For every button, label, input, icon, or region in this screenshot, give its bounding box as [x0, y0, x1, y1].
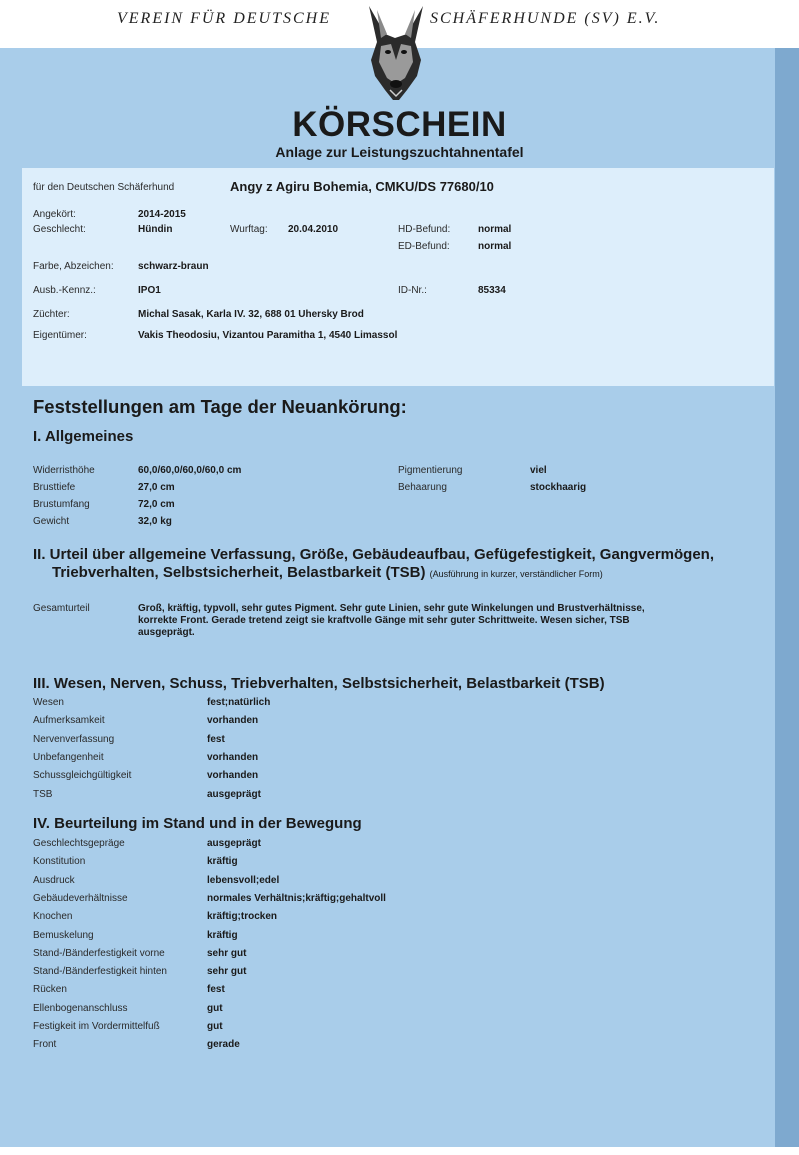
row-value: ausgeprägt: [207, 838, 261, 849]
row-label: TSB: [33, 788, 53, 800]
geschlecht-value: Hündin: [138, 224, 173, 235]
row-label: Ausdruck: [33, 874, 75, 886]
row-label: Schussgleichgültigkeit: [33, 770, 132, 782]
angekoert-value: 2014-2015: [138, 209, 186, 220]
row-label: Gewicht: [33, 516, 70, 527]
row-label: Gebäudeverhältnisse: [33, 892, 128, 904]
section1-heading: I. Allgemeines: [33, 428, 134, 445]
for-label: für den Deutschen Schäferhund: [33, 182, 175, 193]
row-label: Konstitution: [33, 856, 86, 868]
row-value: normales Verhältnis;kräftig;gehaltvoll: [207, 892, 386, 904]
zuechter-label: Züchter:: [33, 309, 70, 320]
row-value: gut: [207, 1002, 223, 1014]
section2-heading-line2-text: Triebverhalten, Selbstsicherheit, Belastbarkeit (TSB): [52, 564, 426, 581]
row-label: Ellenbogenanschluss: [33, 1002, 128, 1014]
angekoert-label: Angekört:: [33, 209, 76, 220]
zuechter-value: Michal Sasak, Karla IV. 32, 688 01 Uhersky Brod: [138, 309, 364, 320]
row-value: lebensvoll;edel: [207, 874, 280, 886]
header-left-text: VEREIN FÜR DEUTSCHE: [117, 10, 331, 27]
hd-label: HD-Befund:: [398, 224, 451, 235]
section2-heading-line1: II. Urteil über allgemeine Verfassung, Größe, Gebäudeaufbau, Gefügefestigkeit, Gangvermögen,: [33, 546, 714, 563]
row-value: 60,0/60,0/60,0/60,0 cm: [138, 465, 242, 476]
section4-heading: IV. Beurteilung im Stand und in der Bewegung: [33, 815, 362, 832]
gesamturteil-line: ausgeprägt.: [138, 627, 195, 638]
gesamturteil-line: Groß, kräftig, typvoll, sehr gutes Pigment. Sehr gute Linien, sehr gute Winkelungen und Brustverhältnisse,: [138, 603, 645, 614]
header-right-text: SCHÄFERHUNDE (SV) E.V.: [430, 10, 661, 27]
row-value: kräftig;trocken: [207, 911, 278, 923]
row-value: vorhanden: [207, 715, 259, 727]
gesamturteil-line: korrekte Front. Gerade tretend zeigt sie kraftvolle Gänge mit sehr guter Schrittweite. Wesen sicher, TSB: [138, 615, 630, 626]
row-label: Stand-/Bänderfestigkeit hinten: [33, 966, 167, 978]
row-label: Widerristhöhe: [33, 465, 95, 476]
row-label: Behaarung: [398, 482, 447, 493]
row-value: sehr gut: [207, 966, 247, 978]
hd-value: normal: [478, 224, 512, 235]
row-label: Rücken: [33, 984, 67, 996]
row-label: Brustumfang: [33, 499, 90, 510]
section2-heading-note: (Ausführung in kurzer, verständlicher Form): [429, 569, 603, 579]
row-value: ausgeprägt: [207, 788, 261, 800]
row-value: viel: [530, 465, 547, 476]
row-value: vorhanden: [207, 770, 259, 782]
row-value: kräftig: [207, 856, 238, 868]
right-edge-band: [775, 48, 799, 1155]
section2-heading-line2: [52, 564, 603, 581]
row-label: Nervenverfassung: [33, 733, 115, 745]
geschlecht-label: Geschlecht:: [33, 224, 86, 235]
row-label: Festigkeit im Vordermittelfuß: [33, 1021, 160, 1032]
row-value: gerade: [207, 1039, 240, 1051]
ed-label: ED-Befund:: [398, 241, 450, 252]
row-label: Bemuskelung: [33, 929, 94, 941]
row-value: stockhaarig: [530, 482, 587, 493]
eigentuemer-label: Eigentümer:: [33, 330, 87, 341]
document-title: KÖRSCHEIN: [292, 105, 507, 144]
row-label: Unbefangenheit: [33, 751, 104, 763]
id-value: 85334: [478, 285, 506, 296]
wurftag-value: 20.04.2010: [288, 224, 339, 235]
german-shepherd-head-icon: [355, 4, 437, 104]
section3-heading: III. Wesen, Nerven, Schuss, Triebverhalten, Selbstsicherheit, Belastbarkeit (TSB): [33, 675, 605, 692]
row-label: Wesen: [33, 697, 64, 708]
dog-name: Angy z Agiru Bohemia, CMKU/DS 77680/10: [230, 179, 494, 194]
row-value: fest: [207, 733, 225, 745]
wurftag-label: Wurftag:: [230, 224, 268, 235]
row-label: Pigmentierung: [398, 465, 463, 476]
farbe-label: Farbe, Abzeichen:: [33, 261, 114, 272]
row-value: fest;natürlich: [207, 697, 271, 708]
bottom-band: [0, 1147, 799, 1155]
row-value: sehr gut: [207, 947, 247, 959]
gesamturteil-text: [138, 603, 645, 639]
ed-value: normal: [478, 241, 512, 252]
dog-info-panel: [22, 168, 774, 386]
id-label: ID-Nr.:: [398, 285, 427, 296]
findings-heading: Feststellungen am Tage der Neuankörung:: [33, 396, 407, 417]
row-value: 27,0 cm: [138, 482, 175, 493]
row-value: gut: [207, 1021, 223, 1032]
eigentuemer-value: Vakis Theodosiu, Vizantou Paramitha 1, 4540 Limassol: [138, 330, 398, 341]
row-value: 32,0 kg: [138, 516, 172, 527]
document-subtitle: Anlage zur Leistungszuchtahnentafel: [275, 144, 524, 160]
row-label: Front: [33, 1039, 57, 1051]
row-value: vorhanden: [207, 751, 259, 763]
ausb-value: IPO1: [138, 285, 161, 296]
ausb-label: Ausb.-Kennz.:: [33, 285, 96, 296]
row-value: kräftig: [207, 929, 238, 941]
row-value: 72,0 cm: [138, 499, 175, 510]
gesamturteil-label: Gesamturteil: [33, 603, 90, 614]
farbe-value: schwarz-braun: [138, 261, 209, 272]
row-label: Aufmerksamkeit: [33, 715, 105, 727]
row-label: Geschlechtsgepräge: [33, 838, 125, 849]
row-label: Brusttiefe: [33, 482, 76, 493]
row-value: fest: [207, 984, 225, 996]
row-label: Knochen: [33, 911, 73, 923]
row-label: Stand-/Bänderfestigkeit vorne: [33, 947, 165, 959]
